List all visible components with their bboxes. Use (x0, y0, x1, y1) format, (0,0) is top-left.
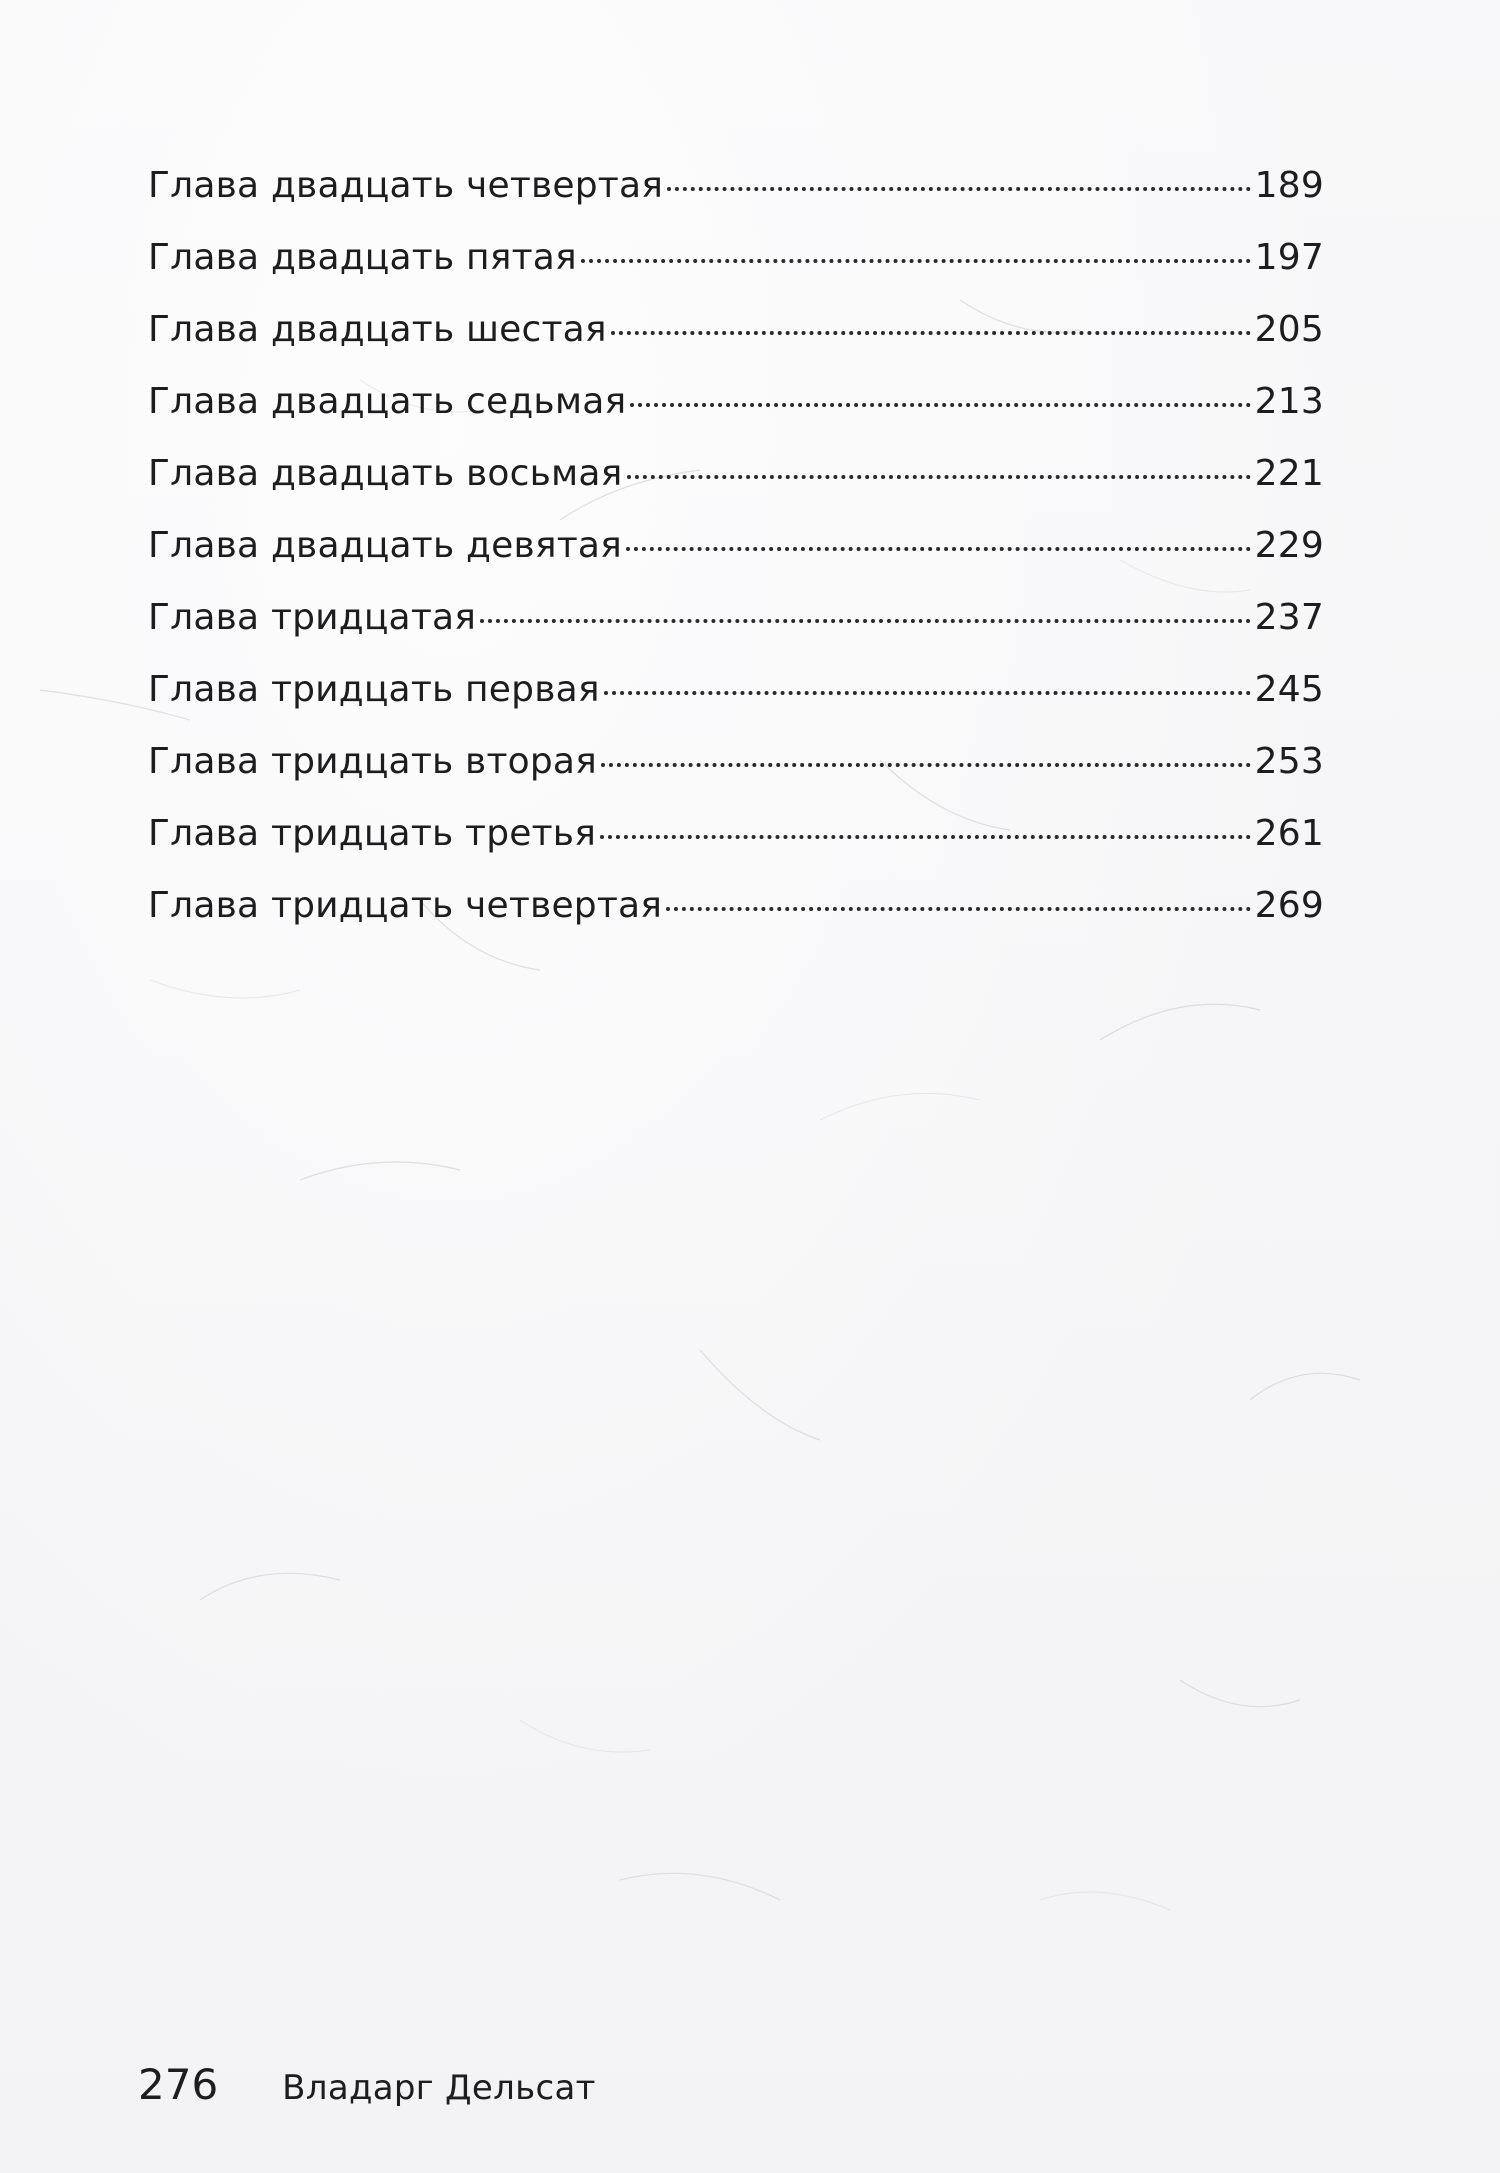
toc-entry (148, 882, 1324, 954)
dot-leader (604, 691, 1251, 695)
chapter-title: Глава двадцать седьмая (148, 381, 627, 422)
toc-entry (148, 666, 1324, 738)
dot-leader (630, 403, 1250, 407)
chapter-title: Глава тридцатая (148, 597, 477, 638)
chapter-page-number: 269 (1254, 885, 1324, 926)
chapter-page-number: 229 (1254, 525, 1324, 566)
dot-leader (626, 547, 1251, 551)
dot-leader (627, 475, 1251, 479)
table-of-contents (148, 162, 1324, 954)
toc-entry (148, 162, 1324, 234)
toc-entry (148, 738, 1324, 810)
dot-leader (666, 907, 1251, 911)
chapter-page-number: 245 (1254, 669, 1324, 710)
chapter-title: Глава двадцать пятая (148, 237, 577, 278)
chapter-title: Глава двадцать восьмая (148, 453, 623, 494)
chapter-page-number: 197 (1254, 237, 1324, 278)
chapter-page-number: 253 (1254, 741, 1324, 782)
dot-leader (601, 763, 1251, 767)
footer-author-name: Владарг Дельсат (282, 2068, 596, 2108)
chapter-title: Глава тридцать четвертая (148, 885, 663, 926)
toc-entry (148, 378, 1324, 450)
dot-leader (600, 835, 1251, 839)
dot-leader (581, 259, 1251, 263)
toc-entry (148, 594, 1324, 666)
dot-leader (611, 331, 1251, 335)
chapter-page-number: 213 (1254, 381, 1324, 422)
chapter-page-number: 189 (1254, 165, 1324, 206)
chapter-title: Глава двадцать девятая (148, 525, 622, 566)
chapter-title: Глава двадцать шестая (148, 309, 607, 350)
chapter-page-number: 205 (1254, 309, 1324, 350)
page-footer (138, 2060, 596, 2109)
chapter-page-number: 221 (1254, 453, 1324, 494)
toc-entry (148, 810, 1324, 882)
chapter-page-number: 261 (1254, 813, 1324, 854)
toc-entry (148, 306, 1324, 378)
toc-entry (148, 234, 1324, 306)
toc-entry (148, 522, 1324, 594)
dot-leader (667, 187, 1251, 191)
footer-page-number: 276 (138, 2060, 219, 2109)
chapter-title: Глава тридцать третья (148, 813, 597, 854)
toc-entry (148, 450, 1324, 522)
chapter-title: Глава тридцать вторая (148, 741, 598, 782)
dot-leader (480, 619, 1251, 623)
chapter-page-number: 237 (1254, 597, 1324, 638)
chapter-title: Глава тридцать первая (148, 669, 600, 710)
chapter-title: Глава двадцать четвертая (148, 165, 664, 206)
